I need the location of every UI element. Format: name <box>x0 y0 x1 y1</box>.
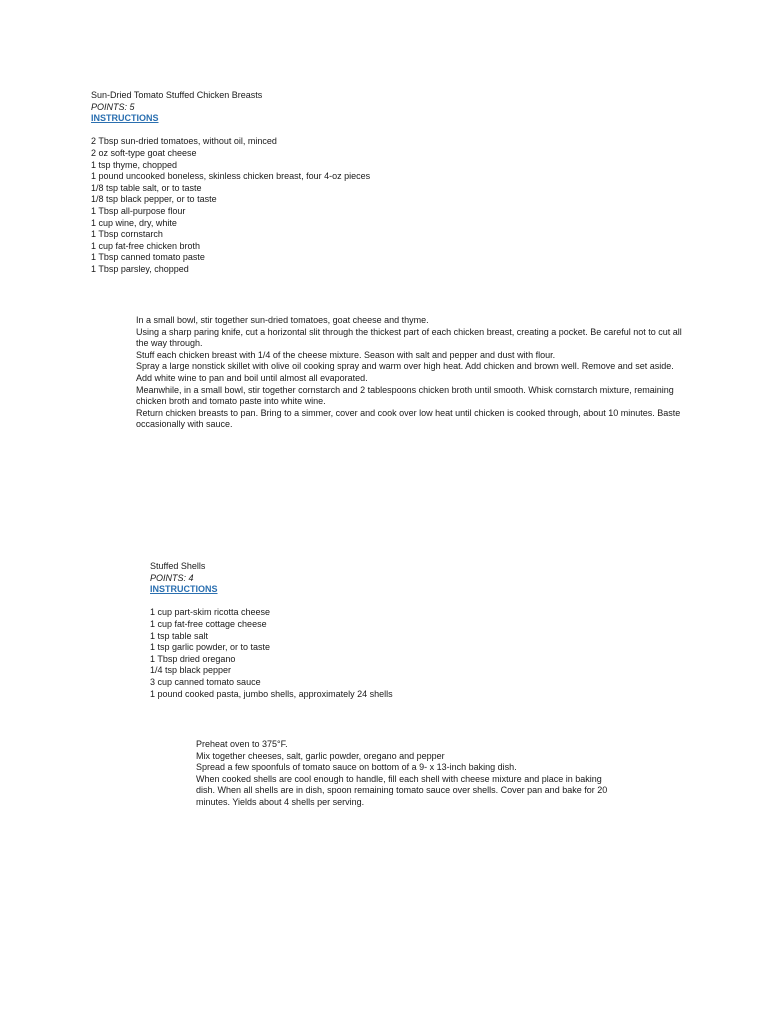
ingredient-item: 1 cup fat-free chicken broth <box>91 240 201 251</box>
points-value: 5 <box>129 101 135 112</box>
instruction-steps <box>136 315 684 431</box>
ingredient-item: 1 pound uncooked boneless, skinless chicken breast, four 4-oz pieces <box>91 171 371 182</box>
ingredient-item: 1 cup part-skim ricotta cheese <box>150 607 271 618</box>
recipe-sun-dried-tomato-chicken <box>91 90 370 276</box>
instruction-step: Add white wine to pan and boil until almost all evaporated. <box>136 372 368 383</box>
ingredient-item: 1 tsp garlic powder, or to taste <box>150 642 271 653</box>
recipe-stuffed-shells <box>150 561 393 700</box>
instructions-link[interactable]: INSTRUCTIONS <box>150 584 218 595</box>
ingredient-list <box>150 607 393 700</box>
recipe-points: POINTS: 5 <box>91 101 135 112</box>
ingredient-item: 2 Tbsp sun-dried tomatoes, without oil, minced <box>91 136 277 147</box>
recipe-title: Stuffed Shells <box>150 561 206 571</box>
ingredient-item: 1 Tbsp all-purpose flour <box>91 205 186 216</box>
instruction-step: Meanwhile, in a small bowl, stir together cornstarch and 2 tablespoons chicken broth until smooth. Whisk cornstarch mixture, remaining chicken broth and tomato paste into white wine. <box>136 384 674 407</box>
ingredient-list <box>91 136 370 275</box>
ingredient-item: 1 Tbsp parsley, chopped <box>91 263 189 274</box>
ingredient-item: 2 oz soft-type goat cheese <box>91 147 197 158</box>
ingredient-item: 1/4 tsp black pepper <box>150 665 232 676</box>
ingredient-item: 1 pound cooked pasta, jumbo shells, approximately 24 shells <box>150 688 393 699</box>
recipe-points: POINTS: 4 <box>150 572 194 583</box>
instruction-step: Return chicken breasts to pan. Bring to a simmer, cover and cook over low heat until chicken is cooked through, about 10 minutes. Baste occasionally with sauce. <box>136 407 681 430</box>
points-value: 4 <box>188 572 194 583</box>
instruction-step: Spread a few spoonfuls of tomato sauce on bottom of a 9- x 13-inch baking dish. <box>196 762 517 773</box>
ingredient-item: 1/8 tsp black pepper, or to taste <box>91 194 217 205</box>
ingredient-item: 1 cup wine, dry, white <box>91 217 177 228</box>
instruction-step: Stuff each chicken breast with 1/4 of the cheese mixture. Season with salt and pepper and dust with flour. <box>136 349 556 360</box>
instruction-step: When cooked shells are cool enough to handle, fill each shell with cheese mixture and place in baking dish. When all shells are in dish, spoon remaining tomato sauce over shells. Cover pan and bake for 20 minutes. Yields about 4 shells per serving. <box>196 773 608 807</box>
instruction-step: Using a sharp paring knife, cut a horizontal slit through the thickest part of each chicken breast, creating a pocket. Be careful not to cut all the way through. <box>136 326 682 349</box>
recipe-title: Sun-Dried Tomato Stuffed Chicken Breasts <box>91 90 263 100</box>
instruction-steps <box>196 739 616 809</box>
ingredient-item: 1 Tbsp cornstarch <box>91 229 163 240</box>
instruction-step: Spray a large nonstick skillet with olive oil cooking spray and warm over high heat. Add chicken and brown well. Remove and set aside. <box>136 361 674 372</box>
ingredient-item: 3 cup canned tomato sauce <box>150 676 261 687</box>
ingredient-item: 1 cup fat-free cottage cheese <box>150 618 267 629</box>
ingredient-item: 1 Tbsp canned tomato paste <box>91 252 205 263</box>
points-label: POINTS <box>91 101 125 112</box>
instruction-step: Preheat oven to 375°F. <box>196 739 288 749</box>
ingredient-item: 1 tsp table salt <box>150 630 209 641</box>
instruction-step: In a small bowl, stir together sun-dried tomatoes, goat cheese and thyme. <box>136 315 429 325</box>
points-label: POINTS <box>150 572 184 583</box>
ingredient-item: 1 Tbsp dried oregano <box>150 653 236 664</box>
ingredient-item: 1 tsp thyme, chopped <box>91 159 178 170</box>
instructions-link[interactable]: INSTRUCTIONS <box>91 113 159 124</box>
instruction-step: Mix together cheeses, salt, garlic powder, oregano and pepper <box>196 750 445 761</box>
ingredient-item: 1/8 tsp table salt, or to taste <box>91 182 202 193</box>
